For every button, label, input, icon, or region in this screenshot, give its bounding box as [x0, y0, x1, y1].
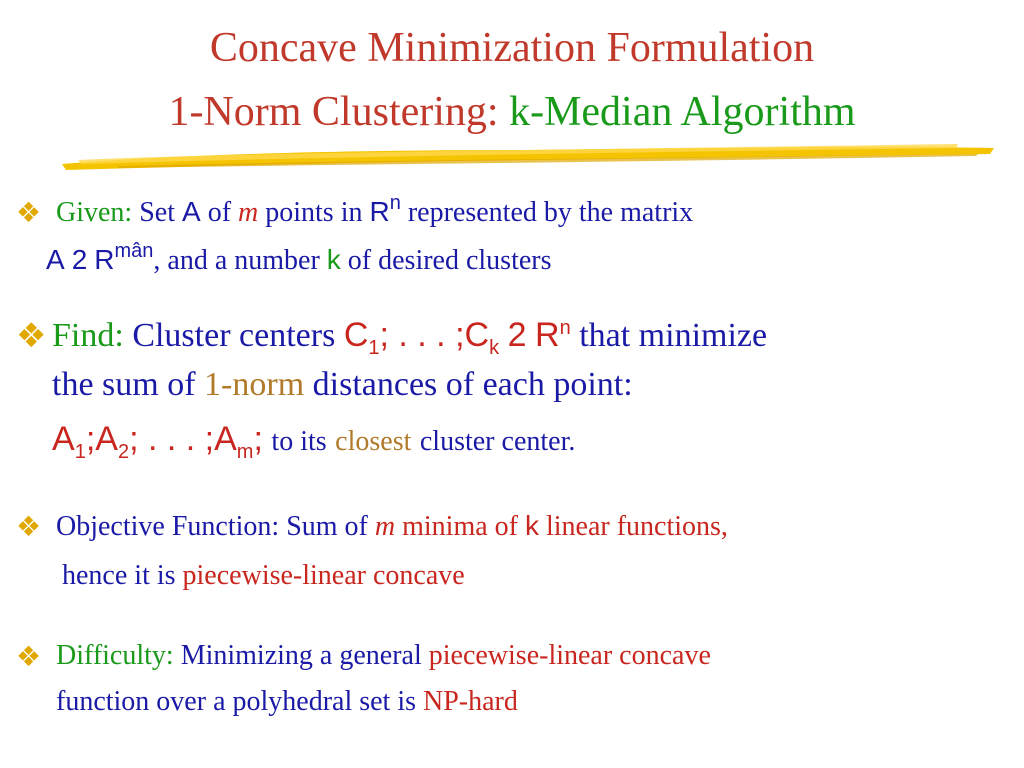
slide-title-line2 — [0, 88, 1024, 136]
find-text4: distances of each point: — [312, 366, 633, 403]
find-text2: that minimize — [579, 317, 768, 354]
title-suffix: k-Median Algorithm — [509, 89, 856, 135]
title-prefix: 1-Norm Clustering: — [168, 89, 510, 135]
find-math-C1: C — [343, 316, 369, 354]
find-norm: 1-norm — [204, 366, 305, 403]
given-text4: , and a number — [153, 245, 320, 276]
find-bullet-icon: ❖ — [16, 316, 47, 356]
difficulty-bullet-icon: ❖ — [16, 640, 42, 673]
objective-line2 — [62, 560, 465, 592]
difficulty-text1: Minimizing a general — [180, 640, 422, 671]
difficulty-text4: NP-hard — [423, 686, 518, 717]
find-math-one: 1 — [368, 337, 380, 359]
given-math-k: k — [326, 244, 341, 275]
find-line3 — [52, 420, 576, 463]
objective-bullet-icon: ❖ — [16, 510, 42, 543]
given-math-R: R — [369, 196, 390, 227]
find-math-sm: m — [236, 441, 254, 463]
given-math-mxn: mân — [114, 240, 154, 262]
slide-title-line1: Concave Minimization Formulation — [209, 25, 815, 71]
given-text2: points in — [265, 197, 363, 228]
objective-text1: Sum of — [286, 511, 368, 542]
title-underline-stroke — [58, 140, 998, 174]
difficulty-label: Difficulty: — [56, 640, 174, 671]
given-math-n: n — [389, 192, 401, 214]
find-text5: to its — [271, 426, 327, 457]
find-closest: closest — [335, 426, 412, 457]
find-math-Am: A — [214, 420, 237, 458]
find-line1 — [52, 316, 768, 359]
objective-text5: piecewise-linear concave — [182, 560, 465, 591]
find-math-s2: 2 — [117, 441, 130, 463]
given-math-R2: R — [94, 244, 115, 275]
given-bullet-icon: ❖ — [16, 196, 42, 229]
find-text1: Cluster centers — [132, 317, 336, 354]
objective-math-k: k — [524, 510, 539, 541]
given-line1 — [56, 192, 694, 229]
find-math-Ck: C — [464, 316, 490, 354]
objective-text2: minima of — [402, 511, 518, 542]
find-text6: cluster center. — [419, 426, 576, 457]
find-line2 — [52, 366, 633, 404]
given-text3: represented by the matrix — [407, 197, 694, 228]
find-math-A1: A — [52, 420, 75, 458]
given-text5: of desired clusters — [347, 245, 552, 276]
find-math-semi3: ; — [253, 420, 263, 458]
difficulty-line1 — [56, 640, 711, 672]
difficulty-text3: function over a polyhedral set is — [56, 686, 417, 717]
find-math-semi2: ; . . . ; — [129, 420, 215, 458]
objective-m: m — [374, 511, 396, 542]
given-m: m — [238, 197, 259, 228]
given-of: of — [207, 197, 232, 228]
find-text3: the sum of — [52, 366, 196, 403]
objective-text4: hence it is — [62, 560, 176, 591]
objective-line1 — [56, 510, 728, 543]
find-math-in: 2 — [507, 316, 527, 354]
difficulty-text2: piecewise-linear concave — [428, 640, 711, 671]
find-math-semi1: ; — [85, 420, 96, 458]
given-math-A: A — [182, 196, 201, 227]
objective-text3: linear functions, — [545, 511, 728, 542]
find-label: Find: — [52, 317, 124, 354]
given-math-A2: A — [46, 244, 65, 275]
find-math-sep: ; . . . ; — [379, 316, 465, 354]
find-math-A2: A — [95, 420, 118, 458]
find-math-n: n — [559, 317, 571, 339]
find-math-R: R — [535, 316, 560, 354]
given-math-in: 2 — [71, 244, 88, 275]
given-label: Given: — [56, 197, 133, 228]
given-text1: Set — [139, 197, 175, 228]
objective-label: Objective Function: — [56, 511, 280, 542]
find-math-s1: 1 — [74, 441, 86, 463]
find-math-k: k — [489, 337, 500, 359]
difficulty-line2 — [56, 686, 518, 718]
given-line2 — [46, 240, 552, 277]
